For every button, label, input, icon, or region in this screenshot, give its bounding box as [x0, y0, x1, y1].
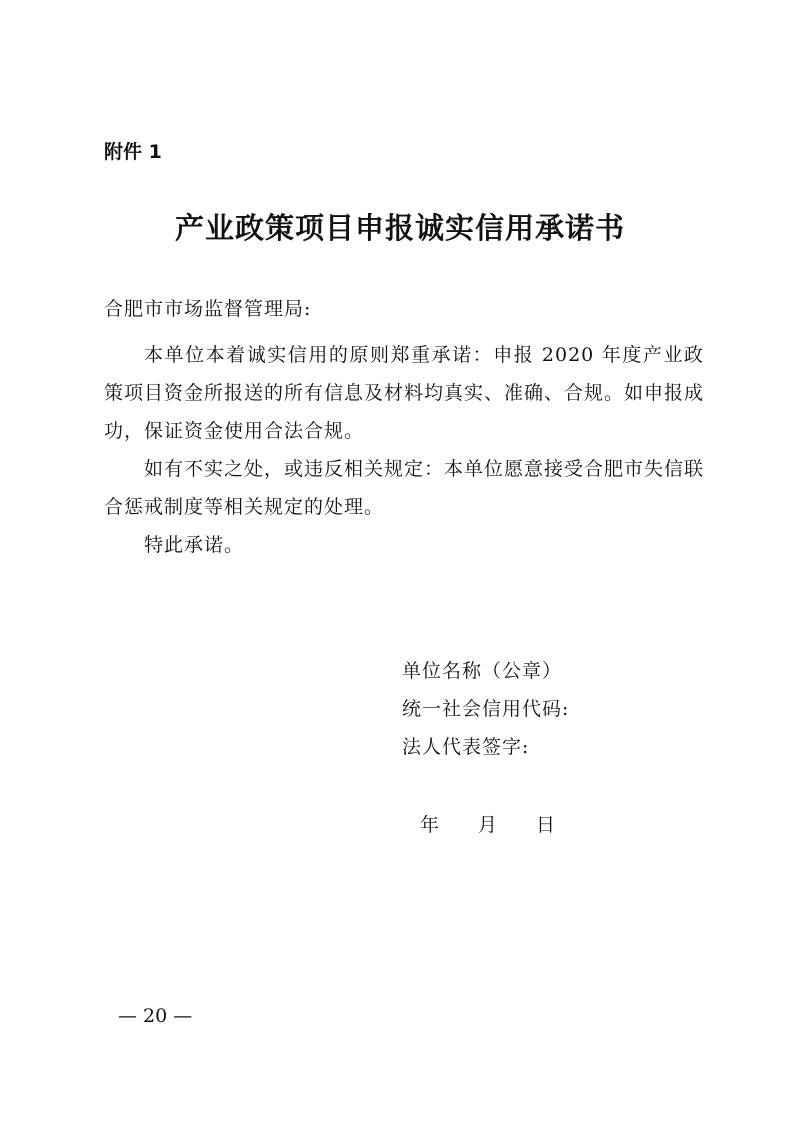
date-line [420, 812, 594, 838]
paragraph-commitment: 本单位本着诚实信用的原则郑重承诺：申报 2020 年度产业政策项目资金所报送的所有信息及材料均真实、准确、合规。如申报成功，保证资金使用合法合规。 [104, 344, 705, 442]
date-year: 年 [420, 814, 440, 836]
body-text [104, 336, 704, 564]
signature-block [402, 652, 569, 766]
paragraph-closing: 特此承诺。 [144, 534, 245, 556]
date-day: 日 [536, 814, 556, 836]
date-month: 月 [478, 814, 498, 836]
paragraph-consequence: 如有不实之处，或违反相关规定：本单位愿意接受合肥市失信联合惩戒制度等相关规定的处理。 [104, 458, 705, 518]
legal-rep-line: 法人代表签字: [402, 736, 530, 758]
credit-code-line: 统一社会信用代码: [402, 698, 570, 720]
attachment-label: 附件 1 [104, 141, 162, 163]
document-title: 产业政策项目申报诚实信用承诺书 [174, 211, 625, 245]
salutation: 合肥市市场监督管理局: [104, 298, 312, 320]
unit-name-line: 单位名称（公章） [402, 660, 563, 682]
page-number: — 20 — [118, 1005, 193, 1027]
